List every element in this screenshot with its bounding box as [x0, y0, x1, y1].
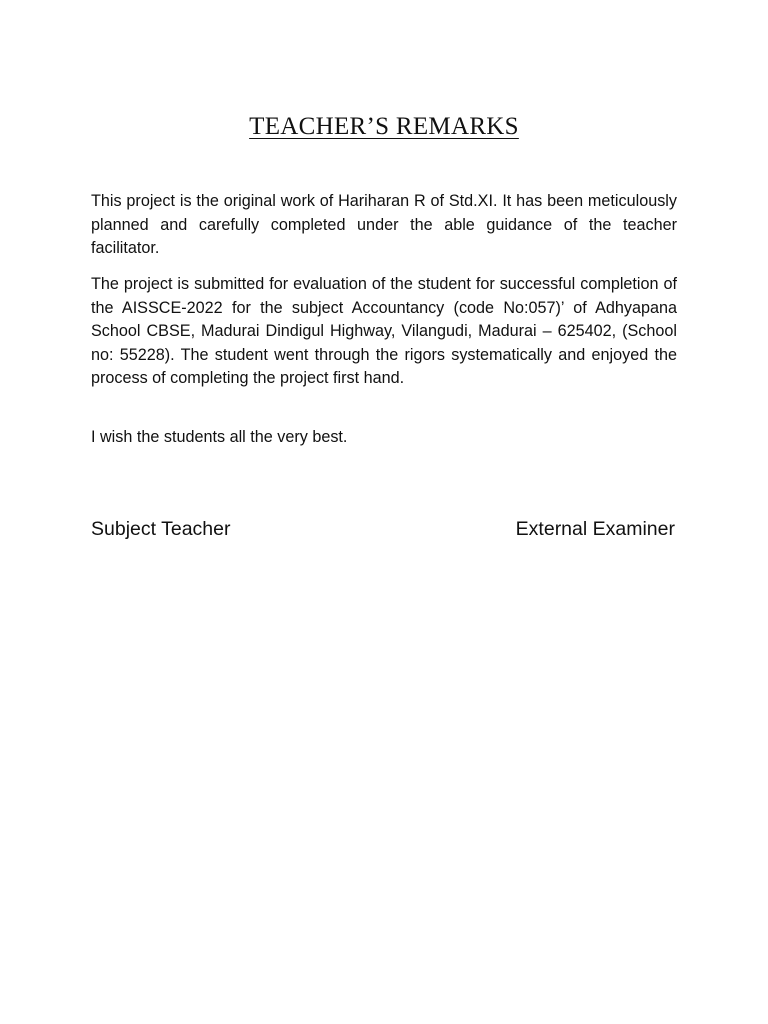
remarks-paragraph-2: The project is submitted for evaluation of the student for successful completion of the AISSCE-2022 for the subject Accountancy (code No:057)’ of Adhyapana School CBSE, Madurai Dindigul Highway, Vilangudi, Madurai – 625402, (School no: 55228). The student went through the rigors systematically and enjoyed the process of completing the project first hand. [91, 275, 677, 388]
page-title-text: TEACHER’S REMARKS [249, 113, 519, 140]
external-examiner-signature-label: External Examiner [515, 518, 675, 540]
subject-teacher-signature-label: Subject Teacher [91, 518, 231, 540]
remarks-paragraph-3: I wish the students all the very best. [91, 428, 348, 446]
remarks-paragraph-1: This project is the original work of Hariharan R of Std.XI. It has been meticulously planned and carefully completed under the able guidance of the teacher facilitator. [91, 192, 677, 258]
page-title [0, 113, 768, 141]
